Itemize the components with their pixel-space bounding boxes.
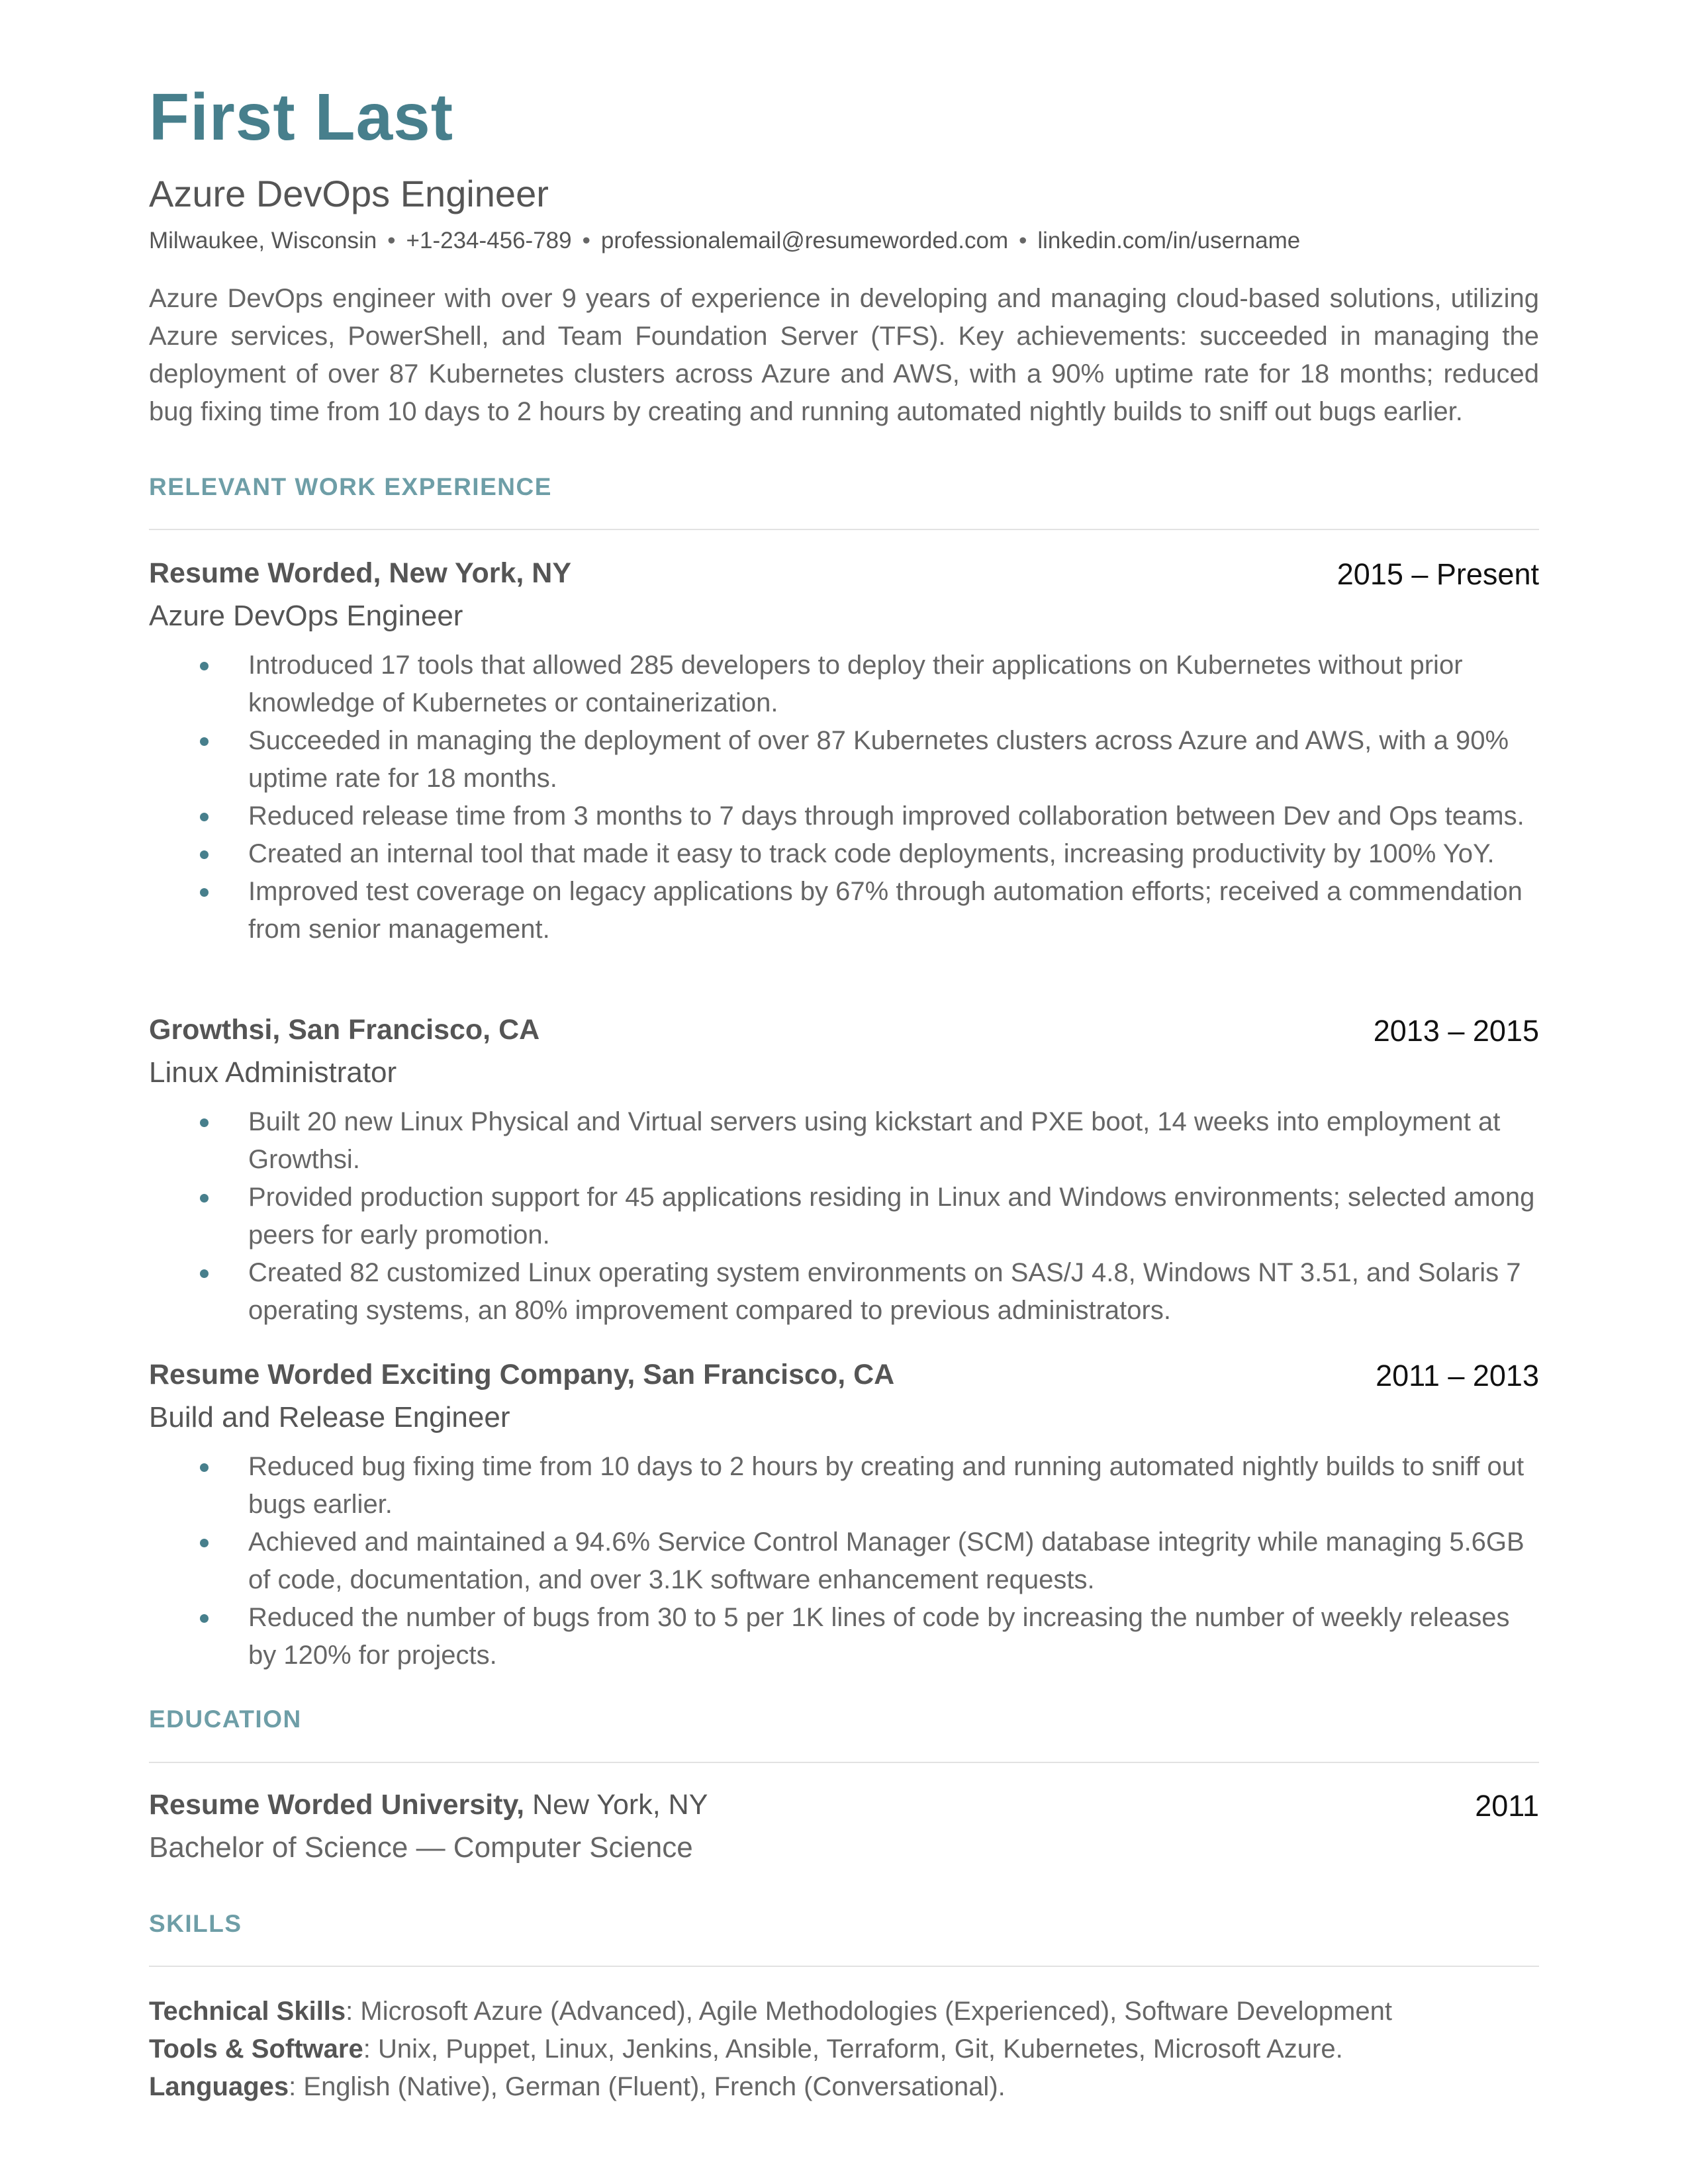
bullet-item [149,1254,1539,1330]
bullet-text: Succeeded in managing the deployment of over 87 Kubernetes clusters across Azure and AWS, with a 90% uptime rate for 18 months. [248,726,1509,793]
bullet-text: Built 20 new Linux Physical and Virtual servers using kickstart and PXE boot, 14 weeks into employment at Growthsi. [248,1107,1501,1174]
bullet-dot-icon [200,1463,209,1472]
bullet-text: Introduced 17 tools that allowed 285 developers to deploy their applications on Kubernetes without prior knowledge of Kubernetes or containerization. [248,651,1463,717]
skill-value: : Microsoft Azure (Advanced), Agile Methodologies (Experienced), Software Development [346,1997,1392,2026]
bullet-dot-icon [200,1269,209,1278]
contact-linkedin[interactable]: linkedin.com/in/username [1037,228,1301,253]
section-heading-education: EDUCATION [149,1706,302,1733]
job-role: Azure DevOps Engineer [149,600,463,632]
skill-line [149,2030,1539,2068]
skill-value: : English (Native), German (Fluent), French (Conversational). [289,2072,1006,2101]
education-location: New York, NY [532,1789,708,1821]
bullet-text: Achieved and maintained a 94.6% Service Control Manager (SCM) database integrity while managing 5.6GB of code, documentation, and over 3.1K software enhancement requests. [248,1527,1524,1594]
section-heading-skills: SKILLS [149,1910,242,1937]
bullet-item [149,722,1539,797]
bullet-dot-icon [200,888,209,897]
job-dates: 2011 – 2013 [1376,1359,1539,1392]
bullet-dot-icon [200,1194,209,1203]
education-school-line [149,1789,708,1821]
contact-phone: +1-234-456-789 [406,228,572,253]
bullet-dot-icon [200,850,209,859]
skill-value: : Unix, Puppet, Linux, Jenkins, Ansible, Terraform, Git, Kubernetes, Microsoft Azure. [363,2034,1343,2064]
bullet-item [149,797,1539,835]
job-role: Build and Release Engineer [149,1401,510,1433]
bullet-text: Created an internal tool that made it easy to track code deployments, increasing productivity by 100% YoY. [248,839,1495,868]
section-divider [149,1762,1539,1763]
job-bullets [149,647,1539,948]
bullet-item [149,1179,1539,1254]
contact-line [149,227,1300,255]
bullet-dot-icon [200,737,209,746]
job-bullets [149,1103,1539,1330]
bullet-item [149,1448,1539,1524]
education-school: Resume Worded University, [149,1789,525,1821]
bullet-dot-icon [200,813,209,821]
bullet-text: Reduced bug fixing time from 10 days to 2 hours by creating and running automated nightly builds to sniff out bugs earlier. [248,1452,1524,1519]
job-company: Growthsi, San Francisco, CA [149,1014,540,1046]
contact-location: Milwaukee, Wisconsin [149,228,377,253]
bullet-text: Reduced the number of bugs from 30 to 5 per 1K lines of code by increasing the number of weekly releases by 120% for projects. [248,1603,1510,1670]
skill-label: Languages [149,2072,289,2101]
bullet-item [149,835,1539,873]
bullet-text: Provided production support for 45 applications residing in Linux and Windows environments; selected among peers for early promotion. [248,1183,1535,1250]
job-dates: 2015 – Present [1336,557,1539,591]
bullet-text: Created 82 customized Linux operating system environments on SAS/J 4.8, Windows NT 3.51, and Solaris 7 operating systems, an 80% improvement compared to previous administrators. [248,1258,1521,1325]
bullet-dot-icon [200,1614,209,1623]
bullet-text: Improved test coverage on legacy applications by 67% through automation efforts; received a commendation from senior management. [248,877,1523,944]
contact-separator: • [582,228,590,253]
job-company: Resume Worded, New York, NY [149,557,572,589]
job-bullets [149,1448,1539,1674]
candidate-title: Azure DevOps Engineer [149,173,549,214]
skills-list [149,1993,1539,2106]
job-company: Resume Worded Exciting Company, San Francisco, CA [149,1359,895,1390]
bullet-item [149,873,1539,948]
skill-label: Technical Skills [149,1997,346,2026]
skill-line [149,2068,1539,2106]
job-dates: 2013 – 2015 [1373,1014,1539,1048]
bullet-dot-icon [200,1118,209,1127]
education-degree: Bachelor of Science — Computer Science [149,1831,693,1864]
skill-line [149,1993,1539,2030]
summary-paragraph: Azure DevOps engineer with over 9 years of experience in developing and managing cloud-based solutions, utilizing Azure services, PowerShell, and Team Foundation Server (TFS). Key achievements: succeeded in managing the deployment of over 87 Kubernetes clusters across Azure and AWS, with a 90% uptime rate for 18 months; reduced bug fixing time from 10 days to 2 hours by creating and running automated nightly builds to sniff out bugs earlier. [149,284,1539,426]
contact-separator: • [387,228,396,253]
bullet-item [149,647,1539,722]
bullet-text: Reduced release time from 3 months to 7 days through improved collaboration between Dev and Ops teams. [248,801,1524,831]
section-divider [149,1966,1539,1967]
education-year: 2011 [1475,1789,1539,1823]
section-heading-experience: RELEVANT WORK EXPERIENCE [149,473,552,500]
bullet-dot-icon [200,662,209,670]
skill-label: Tools & Software [149,2034,363,2064]
bullet-item [149,1599,1539,1674]
section-divider [149,529,1539,530]
candidate-name: First Last [149,80,454,154]
contact-separator: • [1019,228,1027,253]
job-role: Linux Administrator [149,1056,397,1089]
bullet-item [149,1103,1539,1179]
bullet-dot-icon [200,1539,209,1547]
contact-email[interactable]: professionalemail@resumeworded.com [600,228,1009,253]
bullet-item [149,1524,1539,1599]
